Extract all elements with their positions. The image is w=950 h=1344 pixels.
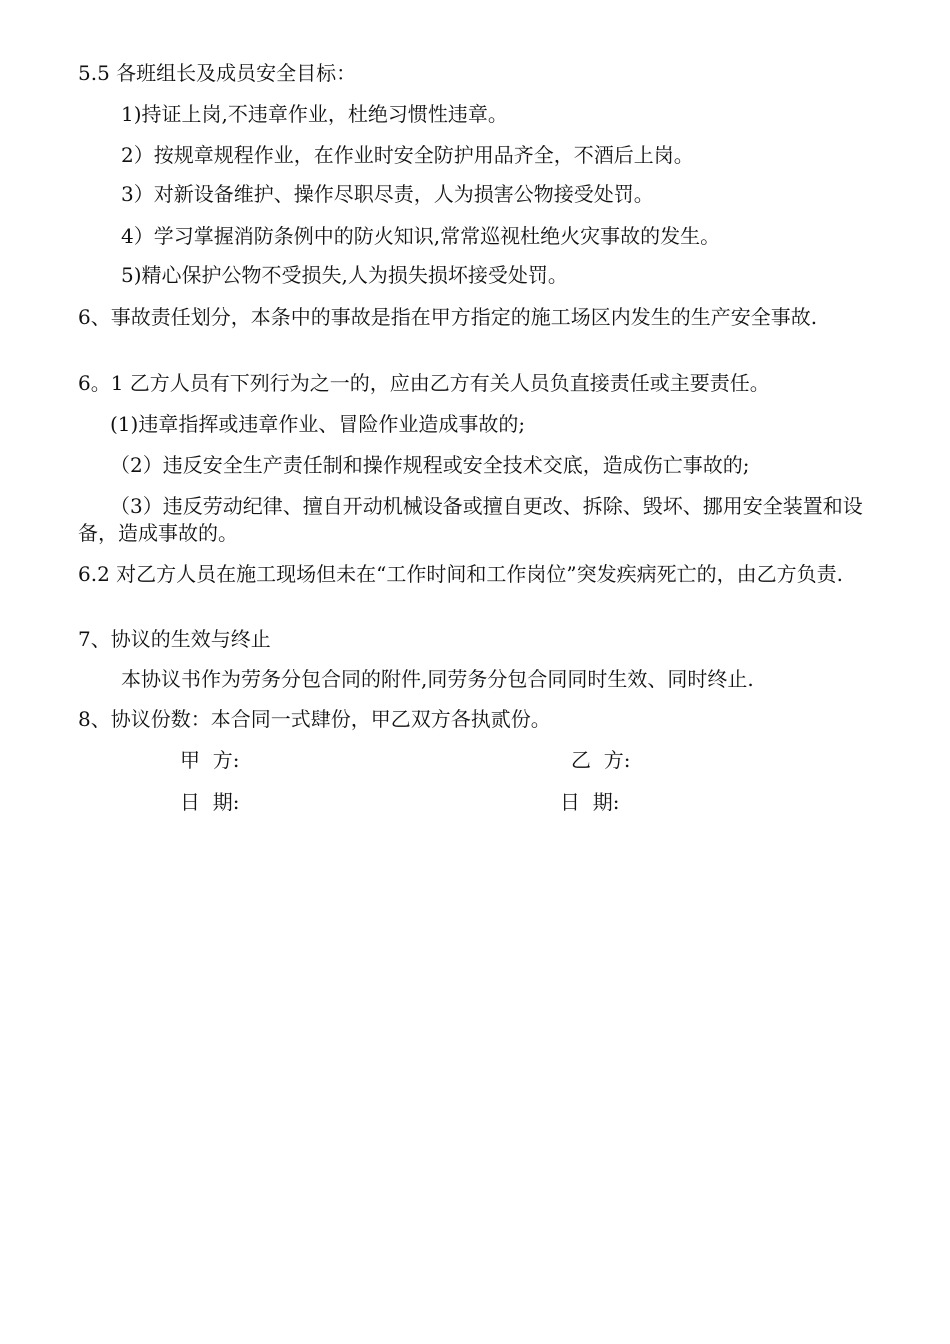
party-b-date-label: 日 期: [560, 790, 620, 814]
party-a-date-label: 日 期: [180, 790, 240, 814]
section-7-body: 本协议书作为劳务分包合同的附件,同劳务分包合同同时生效、同时终止. [121, 667, 754, 691]
section-6-1-item-2: （2）违反安全生产责任制和操作规程或安全技术交底，造成伤亡事故的; [110, 453, 750, 477]
section-5-5-item-1: 1)持证上岗,不违章作业，杜绝习惯性违章。 [121, 102, 508, 126]
section-5-5-heading: 5.5 各班组长及成员安全目标： [78, 61, 357, 85]
section-6-1-item-3: （3）违反劳动纪律、擅自开动机械设备或擅自更改、拆除、毁坏、挪用安全装置和设备，造成事故的。 [78, 494, 863, 545]
section-6-1-heading: 6。1 乙方人员有下列行为之一的，应由乙方有关人员负直接责任或主要责任。 [78, 371, 770, 395]
section-6-1-item-1: (1)违章指挥或违章作业、冒险作业造成事故的; [110, 412, 526, 436]
section-8-text: 8、协议份数：本合同一式肆份，甲乙双方各执贰份。 [78, 707, 551, 731]
section-5-5-item-5: 5)精心保护公物不受损失,人为损失损坏接受处罚。 [121, 263, 568, 287]
section-5-5-item-4: 4）学习掌握消防条例中的防火知识,常常巡视杜绝火灾事故的发生。 [121, 224, 721, 248]
party-b-label: 乙 方: [571, 748, 631, 772]
section-6-2-text: 6.2 对乙方人员在施工现场但未在“工作时间和工作岗位”突发疾病死亡的，由乙方负责. [78, 562, 843, 586]
section-5-5-item-2: 2）按规章规程作业，在作业时安全防护用品齐全，不酒后上岗。 [121, 143, 694, 167]
section-5-5-item-3: 3）对新设备维护、操作尽职尽责，人为损害公物接受处罚。 [121, 182, 654, 206]
section-7-heading: 7、协议的生效与终止 [78, 627, 271, 651]
party-a-label: 甲 方: [180, 748, 240, 772]
section-6-heading: 6、事故责任划分，本条中的事故是指在甲方指定的施工场区内发生的生产安全事故. [78, 305, 818, 329]
